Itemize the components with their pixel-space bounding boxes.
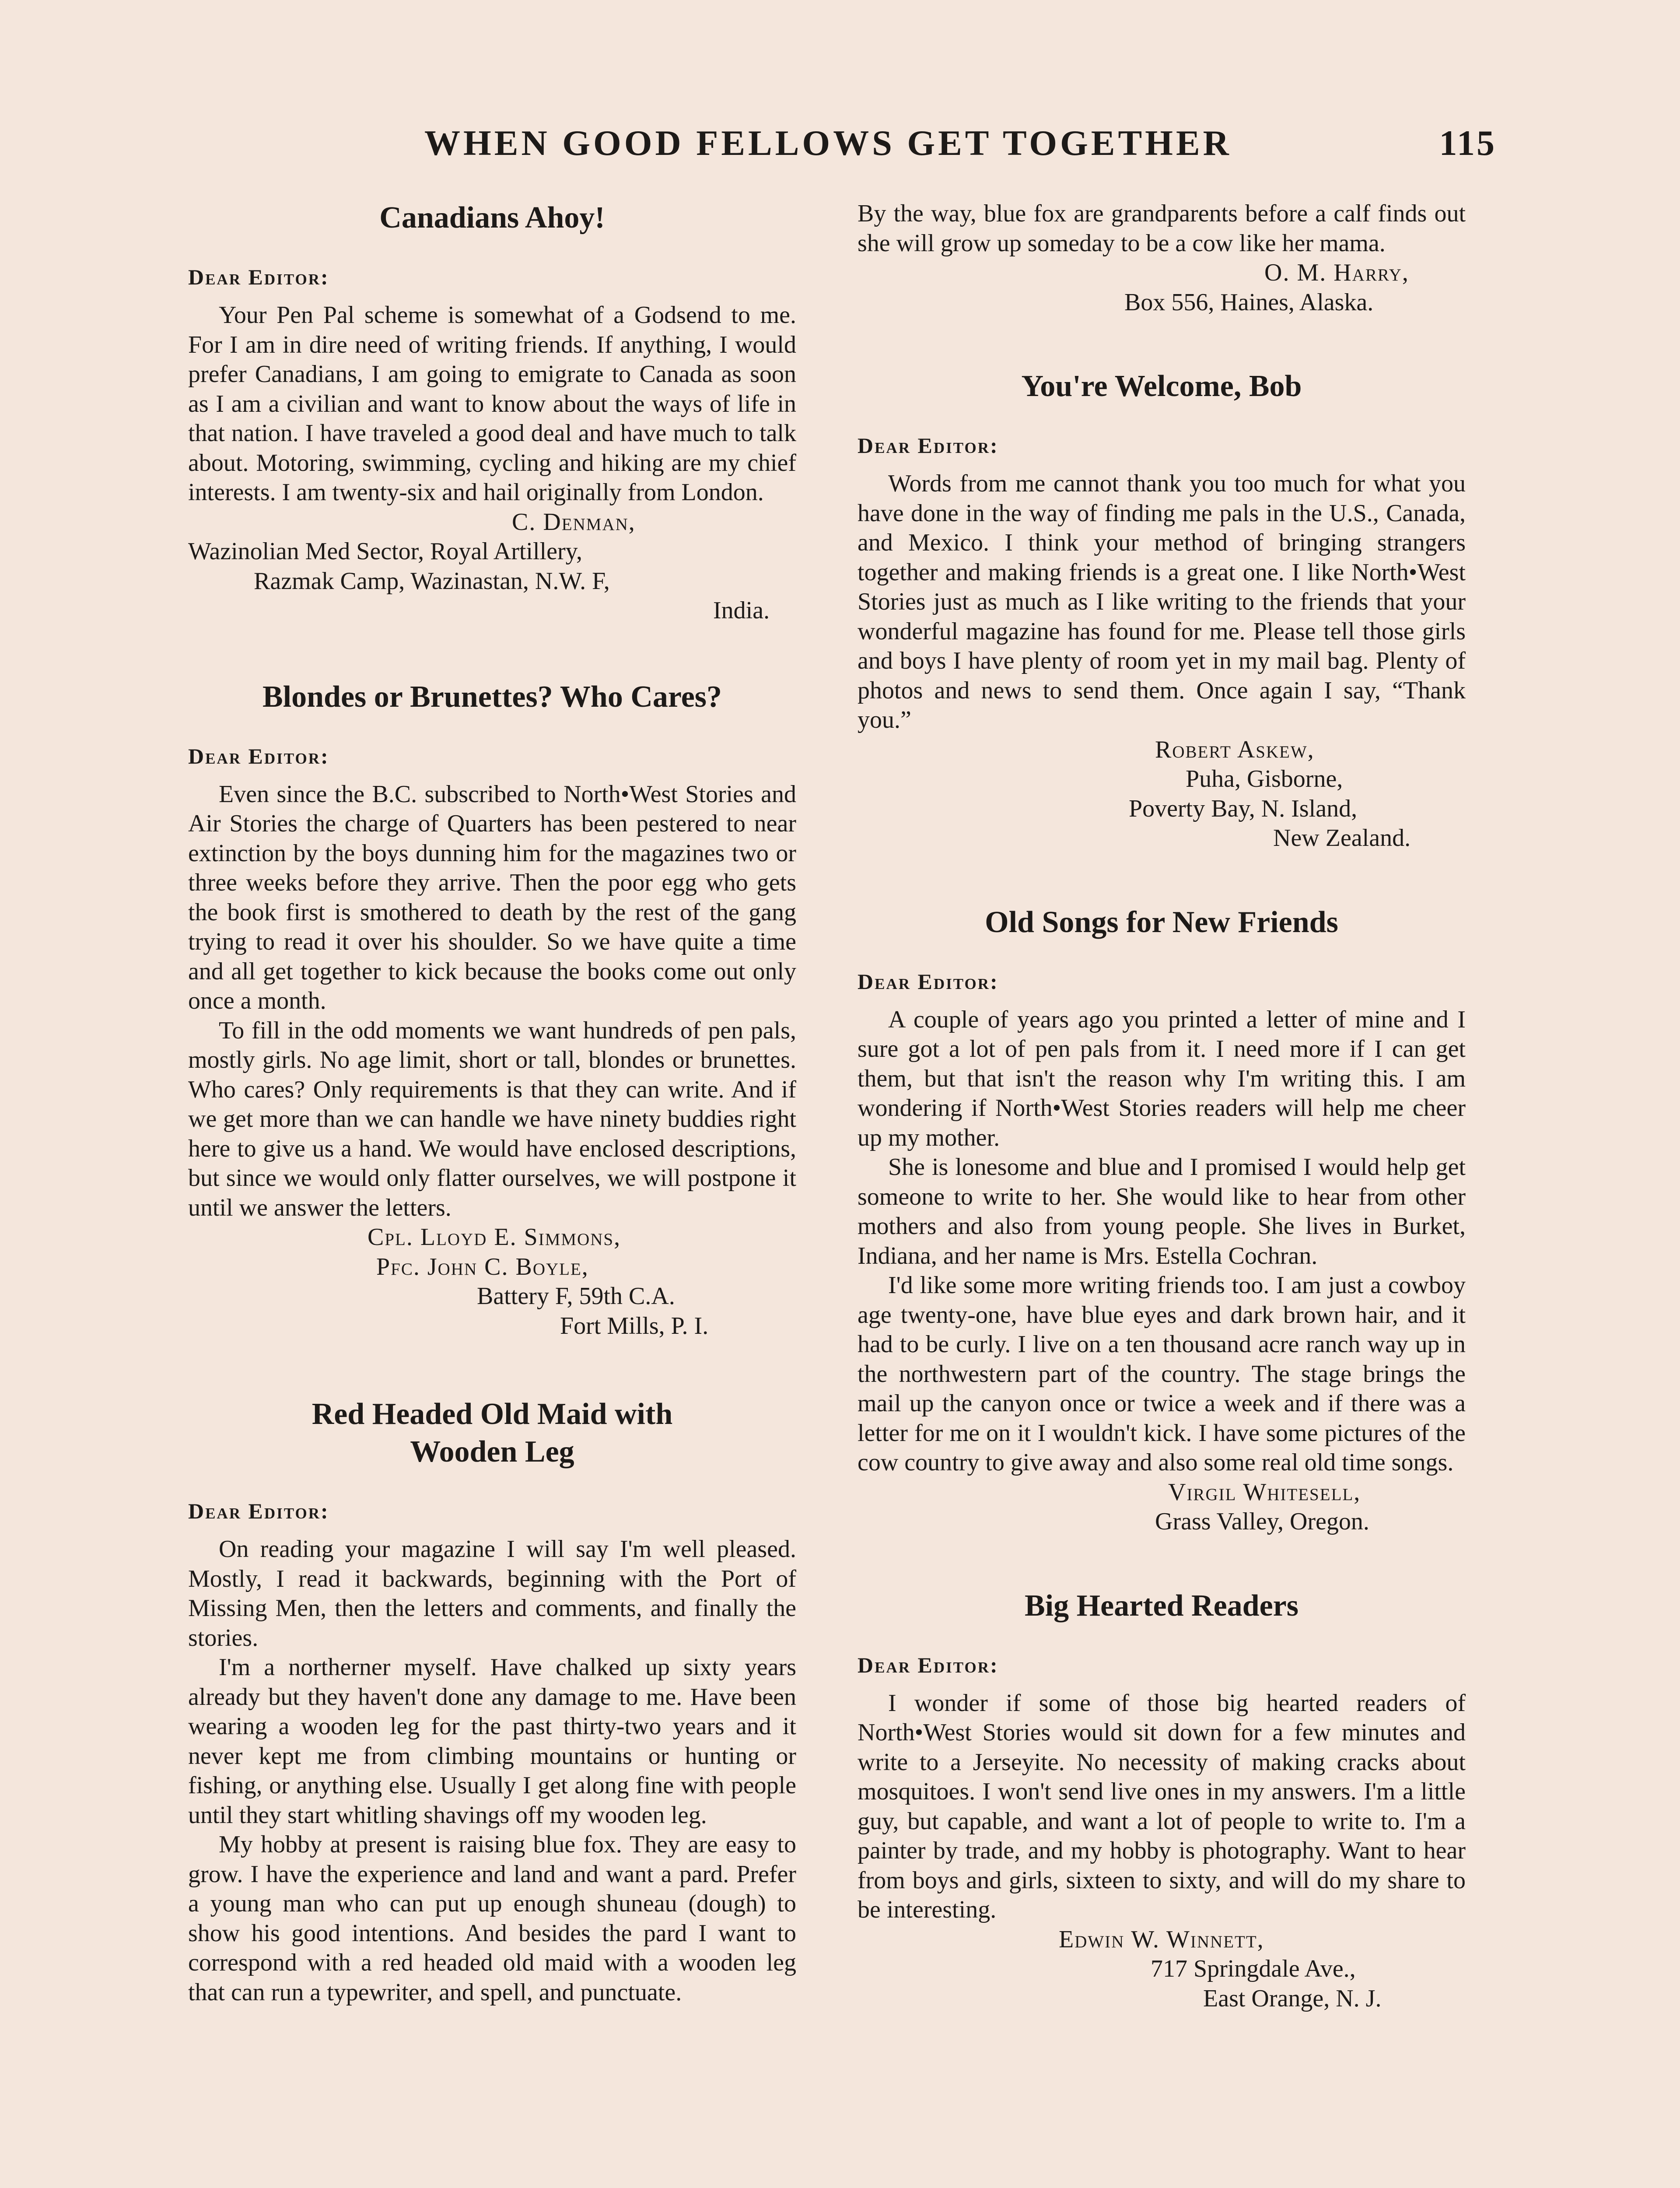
paragraph: On reading your magazine I will say I'm well pleased. Mostly, I read it backwards, beginning with the Port of Missing Men, then the letters and comments, and finally the stories. [188, 1536, 796, 1652]
signature-line: East Orange, N. J. [1203, 1985, 1382, 2012]
signature [858, 735, 1466, 853]
letter-big-hearted-readers [858, 1587, 1466, 2014]
paragraph: I'd like some more writing friends too. I am just a cowboy age twenty-one, have blue eyes and dark brown hair, and it had to be curly. I live on a ten thousand acre ranch way up in the northwestern part of the country. The stage brings the mail up the canyon once or twice a week and if there was a letter for me on it I wouldn't kick. I have some pictures of the cow country to give away and also some real old time songs. [858, 1272, 1466, 1476]
letter-title: Old Songs for New Friends [985, 905, 1338, 939]
letter-blondes-or-brunettes [188, 678, 796, 1341]
signature-name: O. M. Harry, [1264, 259, 1409, 286]
salutation: Dear Editor: [858, 1652, 999, 1677]
signature [858, 1925, 1466, 2014]
letter-canadians-ahoy [188, 199, 796, 626]
salutation: Dear Editor: [858, 969, 999, 994]
salutation: Dear Editor: [188, 265, 329, 289]
signature-name: Edwin W. Winnett, [1059, 1925, 1264, 1953]
letter-title: Canadians Ahoy! [379, 201, 605, 235]
paragraph: She is lonesome and blue and I promised I would help get someone to write to her. She would like to hear from other mothers and also from young people. She lives in Burket, Indiana, and her name is Mrs. Estella Cochran. [858, 1154, 1466, 1269]
signature-line: Fort Mills, P. I. [560, 1312, 709, 1339]
paragraph: I wonder if some of those big hearted readers of North•West Stories would sit down for a few minutes and write to a Jerseyite. No necessity of making cracks about mosquitoes. I won't send live ones in my answers. I'm a little guy, but capable, and want a lot of people to write to. I'm a painter by trade, and my hobby is photography. Want to hear from boys and girls, sixteen to sixty, and will do my share to be interesting. [858, 1689, 1466, 1923]
paragraph: Words from me cannot thank you too much for what you have done in the way of finding me pals in the U.S., Canada, and Mexico. I think your method of bringing strangers together and making friends is a great one. I like North•West Stories just as much as I like writing to the friends that your wonderful magazine has found for me. Please tell those girls and boys I have plenty of room yet in my mail bag. Plenty of photos and news to send them. Once again I say, “Thank you.” [858, 470, 1466, 733]
letter-body [188, 1535, 796, 2007]
letter-title: You're Welcome, Bob [1021, 369, 1302, 403]
letter-title-line: Red Headed Old Maid with [312, 1397, 673, 1431]
paragraph: Your Pen Pal scheme is somewhat of a Godsend to me. For I am in dire need of writing friends. If anything, I would prefer Canadians, I am going to emigrate to Canada as soon as I am a civilian and want to know about the ways of life in that nation. I have traveled a good deal and have much to talk about. Motoring, swimming, cycling and hiking are my chief interests. I am twenty-six and hail originally from London. [188, 302, 796, 506]
paragraph: My hobby at present is raising blue fox. They are easy to grow. I have the experience and land and want a pard. Prefer a young man who can put up enough shuneau (dough) to show his good intentions. And besides the pard I want to correspond with a red headed old maid with a wooden leg that can run a typewriter, and spell, and punctuate. [188, 1831, 796, 2006]
signature-line: Battery F, 59th C.A. [477, 1283, 675, 1310]
letter-red-headed-old-maid [188, 1396, 796, 2007]
signature-line: Poverty Bay, N. Island, [1129, 795, 1358, 822]
letter-youre-welcome-bob [858, 368, 1466, 853]
paragraph: By the way, blue fox are grandparents before a calf finds out she will grow up someday to be a cow like her mama. [858, 200, 1466, 257]
letter-body [858, 1005, 1466, 1478]
signature [188, 508, 796, 626]
page-number: 115 [1439, 123, 1496, 163]
signature-line: India. [713, 597, 770, 624]
signature-name: Virgil Whitesell, [1168, 1478, 1361, 1506]
signature-line: Wazinolian Med Sector, Royal Artillery, [188, 538, 582, 565]
signature-name: Pfc. John C. Boyle, [376, 1253, 589, 1280]
paragraph: A couple of years ago you printed a letter of mine and I sure got a lot of pen pals from it. I need more if I can get them, but that isn't the reason why I'm writing this. I am wondering if North•West Stories readers will help me cheer up my mother. [858, 1006, 1466, 1151]
letter-old-songs-for-new-friends [858, 904, 1466, 1537]
letter-body [188, 780, 796, 1223]
letter-title: Blondes or Brunettes? Who Cares? [262, 680, 722, 714]
letter-body [858, 199, 1466, 258]
signature [858, 258, 1466, 317]
letter-red-headed-continued [858, 199, 1466, 317]
letter-body [188, 301, 796, 508]
letter-title [188, 1396, 796, 1471]
paragraph: I'm a northerner myself. Have chalked up sixty years already but they haven't done any damage to me. Have been wearing a wooden leg for the past thirty-two years and it never kept me from climbing mountains or hunting or fishing, or anything else. Usually I get along fine with people until they start whitling shavings off my wooden leg. [188, 1654, 796, 1829]
signature-name: Robert Askew, [1155, 736, 1315, 763]
signature-line: 717 Springdale Ave., [1151, 1955, 1356, 1982]
signature-line: Razmak Camp, Wazinastan, N.W. F, [254, 567, 610, 595]
running-title: WHEN GOOD FELLOWS GET TOGETHER [424, 123, 1232, 163]
paragraph: Even since the B.C. subscribed to North•West Stories and Air Stories the charge of Quarters has been pestered to near extinction by the boys dunning him for the magazines two or three weeks before they arrive. Then the poor egg who gets the book first is smothered to death by the rest of the gang trying to read it over his shoulder. So we have quite a time and all get together to kick because the books come out only once a month. [188, 780, 796, 1014]
signature [188, 1223, 796, 1341]
signature-line: Puha, Gisborne, [1186, 765, 1343, 792]
letter-title-line: Wooden Leg [410, 1435, 574, 1469]
letter-body [858, 469, 1466, 735]
signature-line: Grass Valley, Oregon. [1155, 1508, 1369, 1535]
signature [858, 1478, 1466, 1537]
right-column [858, 199, 1466, 2013]
letter-title: Big Hearted Readers [1025, 1588, 1298, 1623]
salutation: Dear Editor: [858, 433, 999, 458]
letter-body [858, 1689, 1466, 1925]
signature-name: Cpl. Lloyd E. Simmons, [368, 1224, 621, 1251]
left-column [188, 199, 796, 2007]
signature-name: C. Denman, [512, 508, 636, 536]
running-head [184, 123, 1496, 171]
salutation: Dear Editor: [188, 743, 329, 768]
salutation: Dear Editor: [188, 1499, 329, 1523]
paragraph: To fill in the odd moments we want hundreds of pen pals, mostly girls. No age limit, short or tall, blondes or brunettes. Who cares? Only requirements is that they can write. And if we get more than we can handle we have ninety buddies right here to give us a hand. We would have enclosed descriptions, but since we would only flatter ourselves, we will postpone it until we answer the letters. [188, 1017, 796, 1221]
signature-line: Box 556, Haines, Alaska. [1124, 288, 1374, 316]
signature-line: New Zealand. [1273, 824, 1411, 852]
